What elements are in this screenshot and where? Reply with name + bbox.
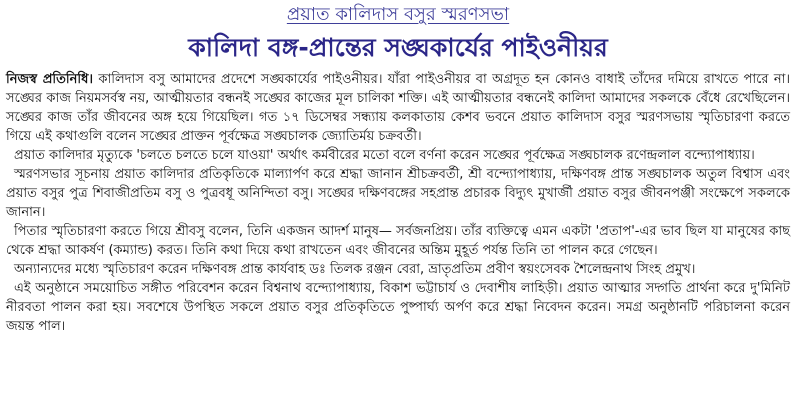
article-kicker bbox=[6, 2, 790, 28]
article-byline: নিজস্ব প্রতিনিধি। bbox=[6, 72, 94, 87]
article-paragraph-1 bbox=[6, 70, 790, 146]
article-paragraph-3: স্মরণসভার সূচনায় প্রয়াত কালিদার প্রতিকৃতিকে মাল্যার্পণ করে শ্রদ্ধা জানান শ্রীচক্রবর্তী, শ্রী বন্দ্যোপাধ্যায়, দক্ষিণবঙ্গ প্রান্ত সঙ্ঘচালক অতুল বিশ্বাস এবং প্রয়াত বসুর পুত্র শিবাজীপ্রতিম বসু ও পুত্রবধূ অনিন্দিতা বসু। সঙ্ঘের দক্ষিণবঙ্গের সহপ্রান্ত প্রচারক বিদ্যুৎ মুখার্জী প্রয়াত বসুর জীবনপঞ্জী সংক্ষেপে সকলকে জানান। bbox=[6, 167, 790, 220]
article-paragraph-5: অন্যান্যদের মধ্যে স্মৃতিচারণ করেন দক্ষিণবঙ্গ প্রান্ত কার্যবাহ ডঃ তিলক রঞ্জন বেরা, ভ্রাতৃপ্রতিম প্রবীণ স্বয়ংসেবক শৈলেন্দ্রনাথ সিংহ প্রমুখ। bbox=[14, 262, 696, 277]
article-paragraph-2: প্রয়াত কালিদার মৃত্যুকে 'চলতে চলতে চলে যাওয়া' অর্থাৎ কর্মবীরের মতো বলে বর্ণনা করেন সঙ্ঘের পূর্বক্ষেত্র সঙ্ঘচালক রণেন্দ্রলাল বন্দ্যোপাধ্যায়। bbox=[14, 148, 755, 163]
article-paragraph-6: এই অনুষ্ঠানে সময়োচিত সঙ্গীত পরিবেশন করেন বিশ্বনাথ বন্দ্যোপাধ্যায়, বিকাশ ভট্টাচার্য ও দেবাশীষ লাহিড়ী। প্রয়াত আত্মার সদ্গতি প্রার্থনা করে দু'মিনিট নীরবতা পালন করা হয়। সবশেষে উপস্থিত সকলে প্রয়াত বসুর প্রতিকৃতিতে পুষ্পার্ঘ্য অর্পণ করে শ্রদ্ধা নিবেদন করেন। সমগ্র অনুষ্ঠানটি পরিচালনা করেন জয়ন্ত পাল। bbox=[6, 281, 790, 334]
kicker-text: প্রয়াত কালিদাস বসুর স্মরণসভা bbox=[286, 4, 510, 25]
article-paragraph-4: পিতার স্মৃতিচারণা করতে গিয়ে শ্রীবসু বলেন, তিনি একজন আদর্শ মানুষ— সর্বজনপ্রিয়। তাঁর ব্যক্তিত্বে এমন একটা 'প্রতাপ'-এর ভাব ছিল যা মানুষের কাছ থেকে শ্রদ্ধা আকর্ষণ (কম্যান্ড) করত। তিনি কথা দিয়ে কথা রাখতেন এবং জীবনের অন্তিম মুহূর্ত পর্যন্ত তিনি তা পালন করে গেছেন। bbox=[6, 224, 790, 258]
article-headline: কালিদা বঙ্গ-প্রান্তের সঙ্ঘকার্যের পাইওনীয়র bbox=[188, 33, 608, 62]
news-article bbox=[0, 2, 796, 413]
paragraph-1-text: কালিদাস বসু আমাদের প্রদেশে সঙ্ঘকার্যের পাইওনীয়র। যাঁরা পাইওনীয়র বা অগ্রদূত হন কোনও বাধাই তাঁদের দমিয়ে রাখতে পারে না। সঙ্ঘের কাজ নিয়মসর্বস্ব নয়, আত্মীয়তার বন্ধনই সঙ্ঘের কাজের মূল চালিকা শক্তি। এই আত্মীয়তার বন্ধনেই কালিদা আমাদের সকলকে বেঁধে রেখেছিলেন। সঙ্ঘের কাজ তাঁর জীবনের অঙ্গ হয়ে গিয়েছিল। গত ১৭ ডিসেম্বর সন্ধ্যায় কলকাতায় কেশব ভবনে প্রয়াত কালিদাস বসুর স্মরণসভায় স্মৃতিচারণা করতে গিয়ে এই কথাগুলি বলেন সঙ্ঘের প্রাক্তন পূর্বক্ষেত্র সঙ্ঘচালক জ্যোতির্ময় চক্রবর্তী। bbox=[6, 72, 791, 144]
